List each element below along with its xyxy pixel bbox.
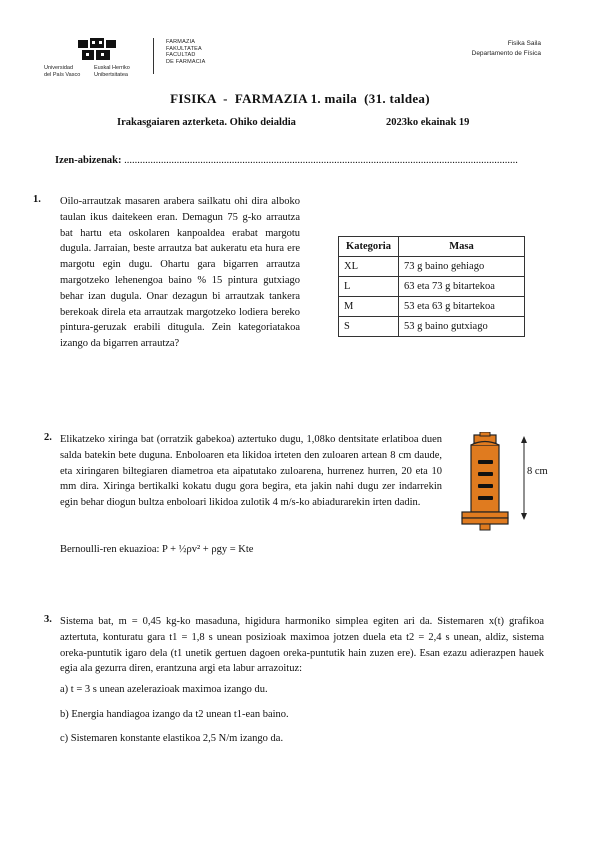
- exam-subtitle: Irakasgaiaren azterketa. Ohiko deialdia: [117, 117, 296, 128]
- q1-number: 1.: [33, 194, 41, 205]
- q1-text: Oilo-arrautzak masaren arabera sailkatu ohi dira alboko taulan ikus daitekeen eran. Demagun 75 g-ko arrautza bat hartu eta oskolaren kanpoaldea erabat margotu dugula. Jarraian, beste arrautza bat aukeratu eta hura ere margotu egin dugu. Ohartu gara bigarren arrautza margotzeko lehenengoa baino % 15 pintura gutxiago behar izan dugula. Onar dezagun bi arrautzak tankera berekoak direla eta arrautzak margotzeko lodiera bereko pintura-geruzak erabili ditugula. Zein kategoriatakoa izango da bigarren arrautza?: [60, 196, 300, 350]
- table-cell: L: [339, 277, 399, 297]
- university-name-eu: [94, 65, 130, 78]
- exam-date: 2023ko ekainak 19: [386, 117, 470, 128]
- uni-line-2: del País Vasco: [44, 71, 81, 78]
- table-header-cell: Kategoria: [339, 237, 399, 257]
- q3-option-c: c) Sistemaren konstante elastikoa 2,5 N/m izango da.: [60, 733, 284, 744]
- university-name-es: [44, 65, 80, 78]
- table-cell: 53 g baino gutxiago: [399, 317, 525, 337]
- name-dots: ......................................................................................................................................................: [121, 155, 518, 166]
- table-row: [339, 317, 525, 337]
- table-cell: XL: [339, 257, 399, 277]
- table-row: [339, 277, 525, 297]
- table-cell: 73 g baino gehiago: [399, 257, 525, 277]
- table-cell: S: [339, 317, 399, 337]
- faculty-name: [166, 39, 205, 65]
- name-field[interactable]: [55, 155, 535, 166]
- dept-line-1: Fisika Saila: [507, 40, 541, 47]
- department-name: [472, 40, 541, 57]
- uni-line-4: Unibertsitatea: [94, 71, 128, 78]
- uni-line-1: Universidad: [44, 65, 74, 71]
- table-cell: 53 eta 63 g bitartekoa: [399, 297, 525, 317]
- faculty-line-2: FAKULTATEA: [166, 45, 202, 52]
- uni-line-3: Euskal Herriko: [94, 65, 130, 71]
- faculty-line-1: FARMAZIA: [166, 39, 196, 45]
- faculty-line-4: DE FARMACIA: [166, 58, 206, 65]
- table-header-row: [339, 237, 525, 257]
- q3-option-b: b) Energia handiagoa izango da t2 unean t1-ean baino.: [60, 709, 289, 720]
- q2-text: Elikatzeko xiringa bat (orratzik gabekoa) aztertuko dugu, 1,08ko dentsitate erlatiboa duen salda batekin bete duguna. Enboloaren eta likidoa irteten den zuloaren artean 8 cm daude, eta xiringaren biltegiaren diametroa eta aipatutako zuloarena, hurrenez hurren, 20 eta 10 mm dira. Xiringa bertikalki kokatu dugu gora begira, eta jakin nahi dugu zer indarrekin egin behar diogun bultza enboloari likidoa zulotik 4 m/s-ko abiadurarekin irten dadin.: [60, 434, 442, 509]
- table-cell: M: [339, 297, 399, 317]
- table-row: [339, 257, 525, 277]
- name-label: Izen-abizenak:: [55, 155, 122, 166]
- q3-number: 3.: [44, 614, 52, 625]
- q3-option-a: a) t = 3 s unean azelerazioak maximoa izango du.: [60, 684, 268, 695]
- table-header-cell: Masa: [399, 237, 525, 257]
- table-cell: 63 eta 73 g bitartekoa: [399, 277, 525, 297]
- university-logo-mark: [78, 38, 118, 62]
- syringe-figure: [458, 432, 558, 532]
- category-table: [338, 236, 525, 337]
- bernoulli-equation: Bernoulli-ren ekuazioa: P + ½ρv² + ρgy = Kte: [60, 544, 254, 555]
- faculty-line-3: FACULTAD: [166, 52, 196, 58]
- exam-title: FISIKA - FARMAZIA 1. maila (31. taldea): [170, 91, 430, 106]
- q2-number: 2.: [44, 432, 52, 443]
- university-logo: [44, 36, 144, 82]
- header-divider: [153, 38, 154, 74]
- dept-line-2: Departamento de Física: [471, 50, 541, 57]
- q3-text: Sistema bat, m = 0,45 kg-ko masaduna, higidura harmoniko simplea egiten ari da. Sistemaren x(t) grafikoa aztertuta, konturatu gara t1 = 1,8 s unean posizioak maximoa jotzen duela eta t2 = 2,4 s unean, aldiz, sistema oreka-puntutik igaro dela (t1 unetik gertuen dagoen oreka-puntutik hain zuzen ere). Esan ezazu adierazpen hauek egia ala gezurra diren, erantzuna argi eta labur arrazoituz:: [60, 616, 544, 675]
- syringe-length-label: 8 cm: [527, 466, 548, 477]
- table-row: [339, 297, 525, 317]
